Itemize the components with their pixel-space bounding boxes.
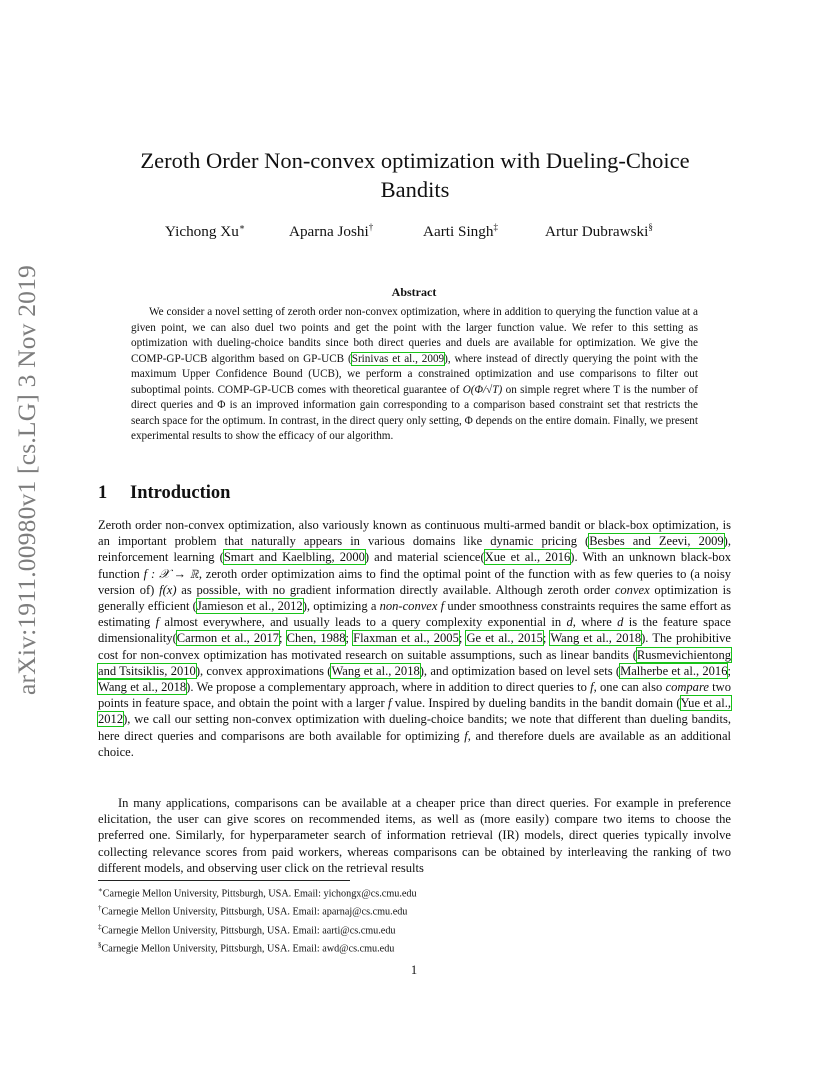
- citation-link[interactable]: Srinivas et al., 2009: [351, 352, 445, 365]
- section-number: 1: [98, 483, 108, 503]
- section-title: Introduction: [130, 483, 231, 503]
- citation-link[interactable]: Wang et al., 2018: [550, 631, 642, 646]
- intro-paragraph-1: Zeroth order non-convex optimization, also variously known as continuous multi-armed bandit or black-box optimization, is an important problem that naturally appears in various domains like dynamic pricing (Besbes and Zeevi, 2009), reinforcement learning (Smart and Kaelbling, 2000) and material science(Xue et al., 2016). With an unknown black-box function f : 𝒳 → ℝ, zeroth order optimization aims to find the optimal point of the function with as few queries to (a noisy version of) f(x) as possible, with no gradient information directly available. Although zeroth order convex optimization is generally efficient (Jamieson et al., 2012), optimizing a non-convex f under smoothness constraints requires the same effort as estimating f almost everywhere, and usually leads to a query complexity exponential in d, where d is the feature space dimensionality(Carmon et al., 2017; Chen, 1988; Flaxman et al., 2005; Ge et al., 2015; Wang et al., 2018). The prohibitive cost for non-convex optimization has motivated research on suitable assumptions, such as linear bandits (Rusmevichientong and Tsitsiklis, 2010), convex approximations (Wang et al., 2018), and optimization based on level sets (Malherbe et al., 2016; Wang et al., 2018). We propose a complementary approach, where in addition to direct queries to f, one can also compare two points in feature space, and obtain the point with a larger f value. Inspired by dueling bandits in the bandit domain (Yue et al., 2012), we call our setting non-convex optimization with dueling-choice bandits; we note that different than dueling bandits, here direct queries and comparisons are both available for optimizing f, and therefore duels are available as an additional choice.: [98, 518, 732, 759]
- footnote: §Carnegie Mellon University, Pittsburgh, USA. Email: awd@cs.cmu.edu: [98, 941, 395, 955]
- citation-link[interactable]: Malherbe et al., 2016: [620, 663, 728, 678]
- citation-link[interactable]: Rusmevichientong and Tsitsiklis, 2010: [98, 647, 731, 678]
- inline-math: f(x): [159, 582, 177, 597]
- paper-title: [110, 146, 720, 204]
- citation-link[interactable]: Wang et al., 2018: [331, 663, 420, 678]
- intro-paragraph-2: In many applications, comparisons can be available at a cheaper price than direct queries. For example in preference elicitation, the user can give scores on recommended items, as well as (more easily) compare two items to choose the preferred one. Similarly, for hyperparameter search of information retrieval (IR) models, direct queries typically involve collecting relevance scores from paid workers, whereas comparisons can be obtained by interleaving the ranking of two different models, and observing user click on the retrieval results: [98, 796, 731, 875]
- title-line-1: Zeroth Order Non-convex optimization with Dueling-Choice: [140, 148, 690, 173]
- inline-math: f: [590, 680, 594, 695]
- arxiv-identifier: arXiv:1911.00980v1 [cs.LG] 3 Nov 2019: [12, 265, 41, 695]
- author-2: Aparna Joshi†: [289, 222, 374, 241]
- citation-link[interactable]: Xue et al., 2016: [484, 550, 571, 565]
- inline-math: d: [566, 615, 573, 630]
- citation-link[interactable]: Smart and Kaelbling, 2000: [223, 550, 365, 565]
- section-heading: [98, 483, 230, 504]
- abstract-heading: Abstract: [391, 285, 437, 299]
- inline-math: d: [617, 615, 624, 630]
- footnote: ∗Carnegie Mellon University, Pittsburgh, USA. Email: yichongx@cs.cmu.edu: [98, 886, 417, 900]
- citation-link[interactable]: Wang et al., 2018: [98, 680, 187, 695]
- citation-link[interactable]: Jamieson et al., 2012: [196, 599, 303, 614]
- page-number: 1: [410, 963, 418, 977]
- citation-link[interactable]: Chen, 1988: [286, 631, 346, 646]
- regret-bound-formula: O(Φ/√T): [462, 383, 503, 396]
- footnotes: [98, 883, 417, 957]
- emphasis: compare: [665, 680, 709, 695]
- author-4: Artur Dubrawski§: [545, 222, 653, 241]
- author-3: Aarti Singh‡: [423, 222, 498, 241]
- inline-math: f : 𝒳 → ℝ: [143, 566, 199, 581]
- title-line-2: Bandits: [380, 177, 450, 202]
- inline-math: f: [464, 728, 468, 743]
- footnote: ‡Carnegie Mellon University, Pittsburgh, USA. Email: aarti@cs.cmu.edu: [98, 922, 396, 937]
- emphasis: non-convex f: [379, 599, 445, 614]
- citation-link[interactable]: Flaxman et al., 2005: [353, 631, 459, 646]
- arxiv-sidebar-stamp: [2, 265, 52, 695]
- footnote-rule: [98, 880, 350, 881]
- emphasis: convex: [614, 582, 650, 597]
- inline-math: f: [387, 696, 392, 711]
- citation-link[interactable]: Ge et al., 2015: [466, 631, 543, 646]
- author-1: Yichong Xu∗: [165, 222, 245, 241]
- citation-link[interactable]: Besbes and Zeevi, 2009: [589, 534, 724, 549]
- citation-link[interactable]: Yue et al., 2012: [98, 696, 731, 727]
- inline-math: f: [155, 615, 160, 630]
- footnote: †Carnegie Mellon University, Pittsburgh, USA. Email: aparnaj@cs.cmu.edu: [98, 904, 408, 918]
- citation-link[interactable]: Carmon et al., 2017: [176, 631, 280, 646]
- abstract-body: We consider a novel setting of zeroth order non-convex optimization, where in addition to querying the function value at a given point, we can also duel two points and get the point with the larger function value. We refer to this setting as optimization with dueling-choice bandits since both direct queries and duels are available for optimization. We give the COMP-GP-UCB algorithm based on GP-UCB (Srinivas et al., 2009), where instead of directly querying the point with the maximum Upper Confidence Bound (UCB), we perform a constrained optimization and use comparisons to filter out suboptimal points. COMP-GP-UCB comes with theoretical guarantee of O(Φ/√T) on simple regret where T is the number of direct queries and Φ is an improved information gain corresponding to a comparison based constraint set that restricts the search space for the optimum. In contrast, in the direct query only setting, Φ depends on the entire domain. Finally, we present experimental results to show the efficacy of our algorithm.: [131, 306, 698, 442]
